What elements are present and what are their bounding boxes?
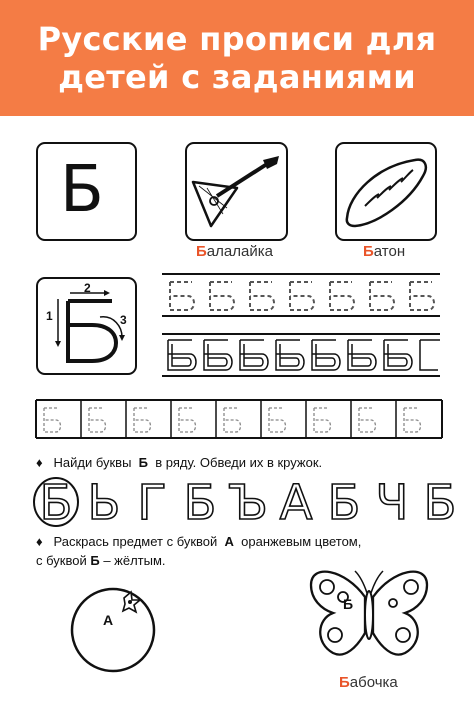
- butterfly-label: Б: [343, 596, 354, 612]
- task1-text-before: Найди буквы: [53, 455, 132, 470]
- tracing-rows-top: [162, 268, 442, 378]
- balalaika-icon: [187, 144, 287, 239]
- stroke-step-1: 1: [46, 309, 53, 323]
- task2-line2-after: – жёлтым.: [103, 553, 166, 568]
- letter-row: [32, 475, 457, 531]
- task2-text-after: оранжевым цветом,: [241, 534, 362, 549]
- title-banner: [0, 0, 474, 116]
- balalaika-caption-rest: алалайка: [206, 243, 273, 260]
- orange-icon: [68, 580, 178, 680]
- bread-icon: [337, 144, 437, 239]
- task2-letter-b: Б: [90, 553, 100, 568]
- row-letter: Б: [327, 475, 361, 531]
- baton-card: [335, 142, 437, 241]
- practice-grid: [36, 398, 444, 442]
- balalaika-caption: [196, 243, 273, 260]
- baton-caption-rest: атон: [373, 243, 406, 260]
- balalaika-card: [185, 142, 288, 241]
- balalaika-caption-first: Б: [196, 243, 207, 260]
- task1-letter: Б: [138, 455, 148, 470]
- butterfly-icon: [305, 563, 435, 673]
- task-color-line-2: [36, 553, 166, 568]
- row-letter: А: [279, 475, 313, 531]
- task2-line2-before: с буквой: [36, 553, 87, 568]
- butterfly-caption-rest: абочка: [349, 674, 398, 691]
- row-letter: Б: [423, 475, 457, 531]
- bullet-icon: ♦: [36, 534, 43, 549]
- stroke-step-3: 3: [120, 313, 127, 327]
- butterfly-caption: [339, 674, 398, 691]
- title-line-2: детей с заданиями: [58, 58, 416, 96]
- stroke-order-card: [36, 277, 137, 375]
- baton-caption: [363, 243, 405, 260]
- row-letter: Ч: [375, 475, 409, 531]
- stroke-step-2: 2: [84, 281, 91, 295]
- row-letter: Г: [137, 475, 167, 531]
- task1-text-after: в ряду. Обведи их в кружок.: [155, 455, 323, 470]
- row-letter: Б: [183, 475, 217, 531]
- row-letter: Ь: [87, 475, 121, 531]
- card-letter: Б: [60, 153, 104, 227]
- orange-label: А: [103, 612, 114, 628]
- bullet-icon: ♦: [36, 455, 43, 470]
- task2-letter-a: А: [224, 534, 234, 549]
- letter-card: [36, 142, 137, 241]
- task-find-letter: [36, 455, 322, 470]
- task2-text-before: Раскрась предмет с буквой: [53, 534, 218, 549]
- row-letter: Ъ: [228, 475, 268, 531]
- row-letter: Б: [39, 475, 73, 531]
- title-line-1: Русские прописи для: [37, 20, 437, 58]
- task-color-line-1: [36, 534, 361, 549]
- butterfly-caption-first: Б: [339, 674, 350, 691]
- baton-caption-first: Б: [363, 243, 374, 260]
